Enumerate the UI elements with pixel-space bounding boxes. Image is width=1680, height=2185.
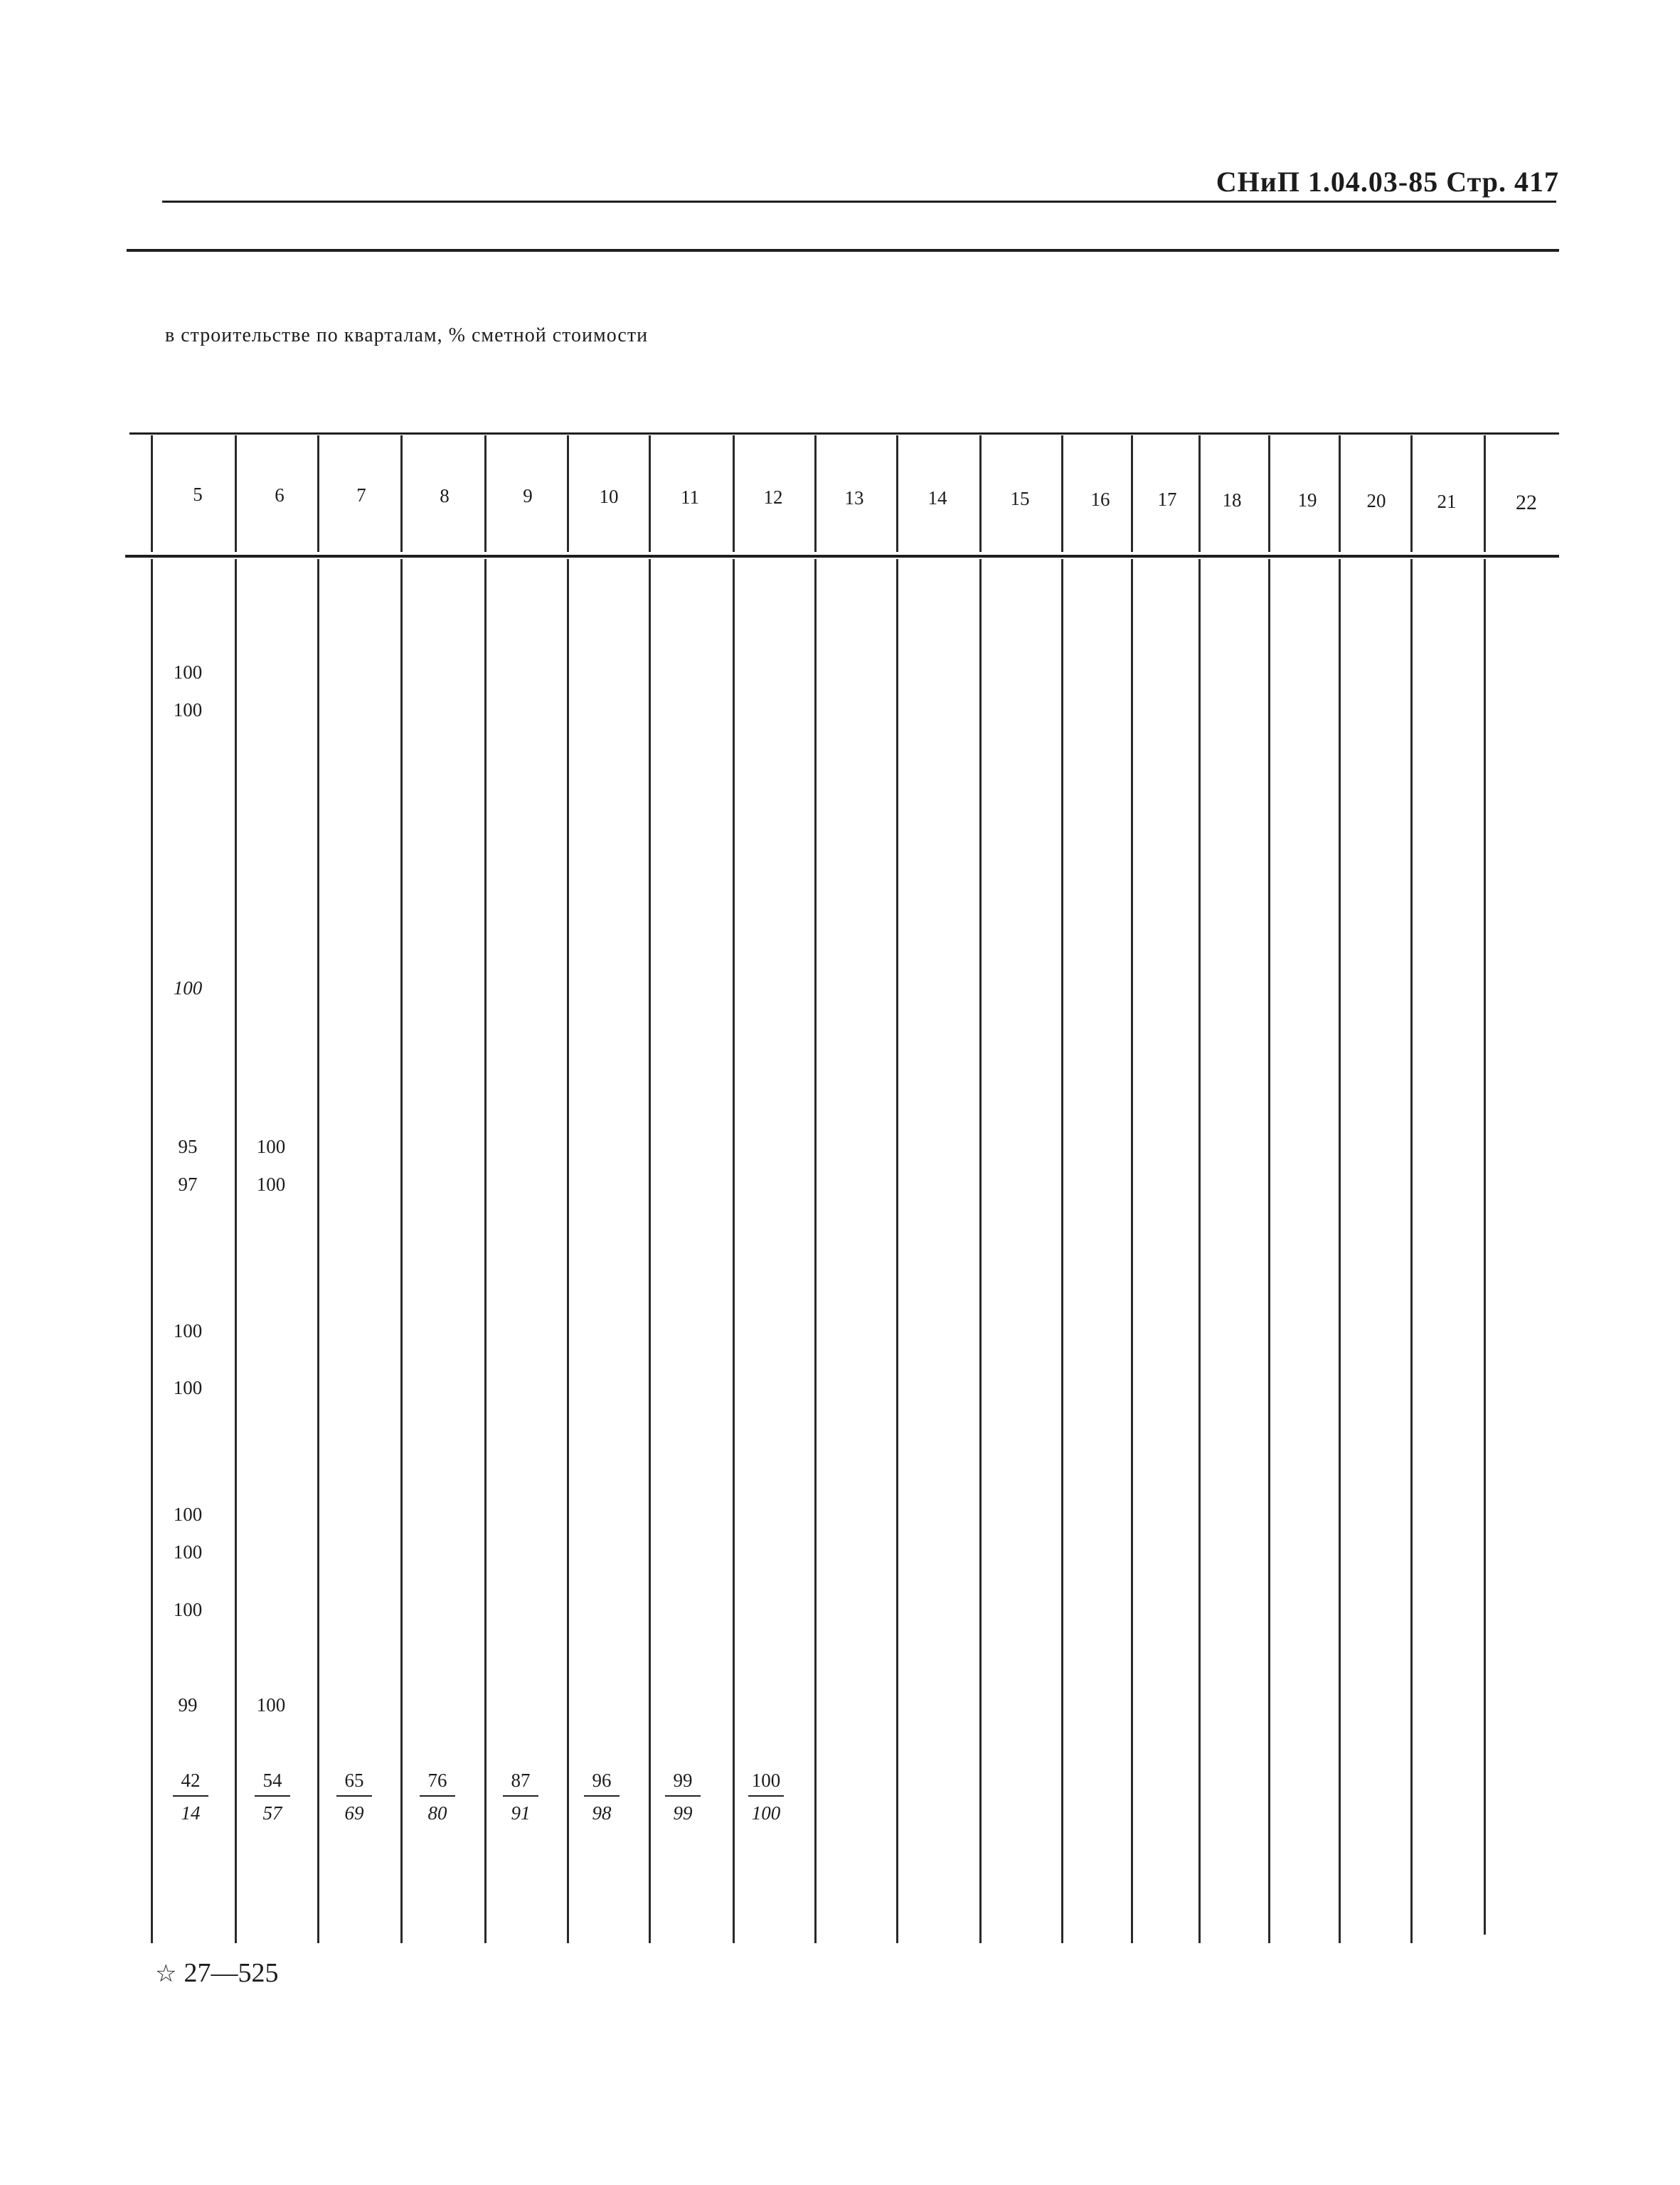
table-cell: 100	[256, 1136, 286, 1157]
table-cell: 100	[256, 1694, 286, 1716]
fraction-cell	[647, 1768, 718, 1825]
fraction-bar	[336, 1795, 372, 1797]
fraction-denominator: 69	[344, 1802, 364, 1824]
column-header: 8	[440, 485, 450, 506]
column-divider-head	[896, 435, 898, 552]
fraction-numerator: 76	[427, 1770, 447, 1791]
column-divider-body	[1198, 559, 1201, 1943]
column-divider-body	[1410, 559, 1413, 1943]
column-header: 20	[1366, 490, 1386, 511]
column-header: 18	[1222, 489, 1242, 511]
column-divider-head	[151, 435, 153, 552]
fraction-bar	[748, 1795, 784, 1797]
table-cell: 100	[256, 1174, 286, 1195]
column-divider-head	[317, 435, 319, 552]
table-cell: 100	[173, 1541, 203, 1563]
fraction-bar	[255, 1795, 290, 1797]
column-header: 14	[927, 487, 947, 509]
column-divider-head	[979, 435, 982, 552]
column-header: 5	[193, 484, 203, 505]
column-divider-body	[484, 559, 487, 1943]
table-cell: 99	[178, 1694, 198, 1716]
fraction-bar	[173, 1795, 208, 1797]
fraction-numerator: 65	[344, 1770, 364, 1791]
column-header: 22	[1516, 491, 1537, 514]
column-divider-body	[1339, 559, 1341, 1943]
table-cell: 100	[173, 661, 203, 683]
page-header: СНиП 1.04.03-85 Стр. 417	[1216, 166, 1559, 198]
fraction-numerator: 100	[751, 1770, 781, 1791]
fraction-denominator: 99	[673, 1802, 693, 1824]
fraction-numerator: 96	[592, 1770, 612, 1791]
fraction-cell	[402, 1768, 473, 1825]
table-header-rule	[125, 555, 1559, 558]
column-header: 10	[599, 486, 619, 507]
column-divider-body	[979, 559, 982, 1943]
fraction-numerator: 42	[181, 1770, 201, 1791]
fraction-bar	[503, 1795, 538, 1797]
fraction-denominator: 100	[751, 1802, 781, 1824]
footer-mark	[155, 1957, 278, 1989]
fraction-bar	[420, 1795, 455, 1797]
fraction-denominator: 14	[181, 1802, 201, 1824]
fraction-denominator: 57	[262, 1802, 282, 1824]
column-divider-body	[400, 559, 403, 1943]
column-header: 7	[356, 484, 366, 506]
table-cell: 100	[173, 699, 203, 721]
column-divider-body	[151, 559, 153, 1943]
column-header: 21	[1437, 491, 1457, 512]
footer-code: 27—525	[184, 1958, 279, 1988]
fraction-bar	[665, 1795, 701, 1797]
column-divider-head	[733, 435, 735, 552]
table-caption: в строительстве по кварталам, % сметной стоимости	[165, 324, 649, 346]
column-divider-head	[235, 435, 237, 552]
column-divider-head	[400, 435, 403, 552]
column-divider-head	[649, 435, 651, 552]
fraction-denominator: 80	[427, 1802, 447, 1824]
fraction-cell	[566, 1768, 637, 1825]
fraction-cell	[237, 1768, 308, 1825]
column-divider-body	[1268, 559, 1270, 1943]
fraction-cell	[319, 1768, 390, 1825]
column-divider-body	[649, 559, 651, 1943]
fraction-numerator: 54	[262, 1770, 282, 1791]
column-divider-head	[814, 435, 817, 552]
column-divider-head	[1484, 435, 1486, 552]
header-rule-bottom	[127, 249, 1559, 252]
column-divider-head	[484, 435, 487, 552]
table-cell: 100	[173, 1320, 203, 1341]
column-header: 16	[1090, 489, 1110, 510]
column-divider-body	[567, 559, 569, 1943]
fraction-bar	[584, 1795, 620, 1797]
column-divider-body	[733, 559, 735, 1943]
column-divider-body	[1484, 559, 1486, 1935]
fraction-denominator: 91	[511, 1802, 531, 1824]
column-divider-body	[814, 559, 817, 1943]
column-header: 12	[763, 487, 783, 508]
column-header: 19	[1297, 489, 1317, 511]
header-rule-top	[162, 201, 1556, 203]
column-divider-head	[567, 435, 569, 552]
table-cell: 100	[173, 977, 203, 999]
column-header: 15	[1010, 488, 1030, 509]
star-icon: ☆	[155, 1961, 177, 1987]
column-divider-head	[1061, 435, 1063, 552]
column-divider-body	[1061, 559, 1063, 1943]
column-header: 17	[1157, 489, 1177, 510]
table-cell: 100	[173, 1504, 203, 1525]
column-divider-body	[896, 559, 898, 1943]
column-header: 11	[681, 487, 699, 508]
fraction-numerator: 99	[673, 1770, 693, 1791]
column-header: 13	[844, 487, 864, 509]
table-top-rule	[129, 432, 1559, 435]
fraction-cell	[485, 1768, 556, 1825]
table-cell: 97	[178, 1174, 198, 1195]
fraction-numerator: 87	[511, 1770, 531, 1791]
column-divider-head	[1268, 435, 1270, 552]
column-divider-body	[1131, 559, 1133, 1943]
table-cell: 100	[173, 1599, 203, 1620]
fraction-cell	[730, 1768, 802, 1825]
column-divider-body	[317, 559, 319, 1943]
column-header: 9	[523, 485, 533, 506]
fraction-denominator: 98	[592, 1802, 612, 1824]
table-cell: 95	[178, 1136, 198, 1157]
fraction-cell	[155, 1768, 226, 1825]
column-header: 6	[275, 484, 285, 506]
table-cell: 100	[173, 1377, 203, 1398]
column-divider-body	[235, 559, 237, 1943]
